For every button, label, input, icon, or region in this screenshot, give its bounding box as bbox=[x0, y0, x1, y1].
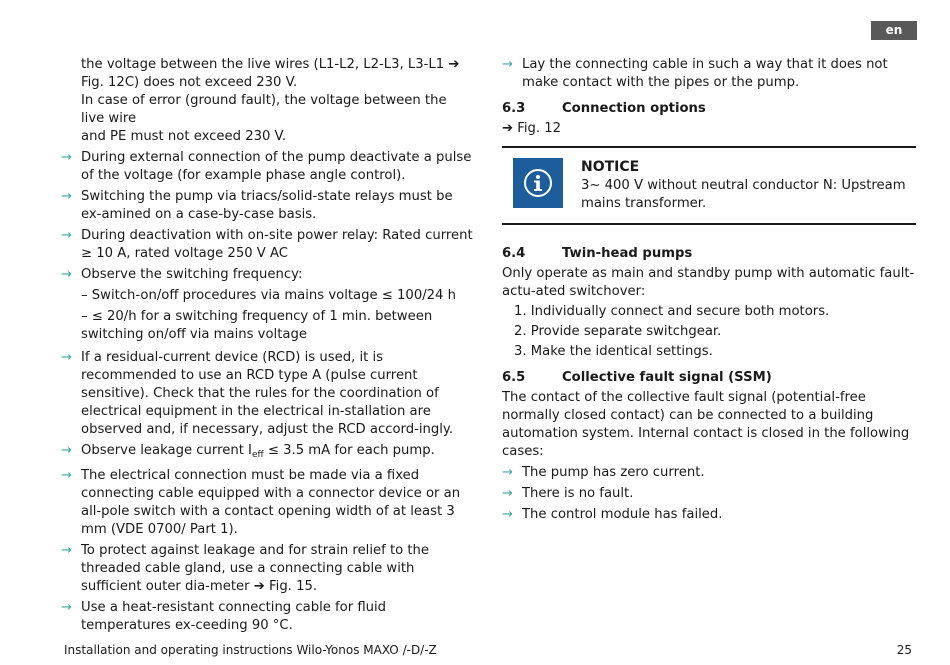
numbered-list-item: 3. Make the identical settings. bbox=[514, 344, 713, 359]
section-text: The contact of the collective fault signal (potential-free normally closed contact) can be connected to a building automation system. Internal contact is closed in the following cases: bbox=[502, 390, 910, 459]
arrow-right-icon: → bbox=[61, 267, 72, 282]
intro-line-2: Fig. 12C) does not exceed 230 V. bbox=[81, 75, 298, 90]
list-item bbox=[502, 485, 916, 503]
list-item bbox=[61, 542, 473, 596]
arrow-right-icon: → bbox=[502, 465, 513, 480]
arrow-right-icon: → bbox=[61, 189, 72, 204]
figure-reference: ➔ Fig. 12 bbox=[502, 121, 562, 136]
right-column bbox=[502, 56, 916, 527]
section-text: Only operate as main and standby pump with automatic fault-actu-ated switchover: bbox=[502, 266, 915, 299]
numbered-list-item: 2. Provide separate switchgear. bbox=[514, 324, 722, 339]
page-number: 25 bbox=[896, 643, 912, 657]
intro-line-3: In case of error (ground fault), the voltage between the live wire bbox=[81, 93, 447, 126]
list-item bbox=[61, 188, 473, 224]
intro-line-4: and PE must not exceed 230 V. bbox=[81, 129, 287, 144]
intro-line-1: the voltage between the live wires (L1-L2, L2-L3, L3-L1 ➔ bbox=[81, 57, 460, 72]
list-item-text: Observe leakage current I bbox=[81, 443, 252, 458]
arrow-right-icon: → bbox=[502, 57, 513, 72]
list-item bbox=[61, 149, 473, 185]
list-item-text: ≤ 3.5 mA for each pump. bbox=[263, 443, 435, 458]
list-item-text: During external connection of the pump deactivate a pulse of the voltage (for example phase angle control). bbox=[81, 150, 472, 183]
section-title: Twin-head pumps bbox=[562, 246, 693, 261]
list-item-text: Lay the connecting cable in such a way that it does not make contact with the pipes or the pump. bbox=[522, 57, 888, 90]
list-item bbox=[502, 464, 916, 482]
list-item bbox=[61, 467, 473, 539]
list-item bbox=[502, 56, 916, 92]
numbered-list-item: 1. Individually connect and secure both motors. bbox=[514, 304, 830, 319]
section-number: 6.4 bbox=[502, 246, 526, 261]
arrow-right-icon: → bbox=[61, 468, 72, 483]
notice-box bbox=[502, 146, 916, 225]
left-column bbox=[61, 56, 473, 638]
list-item bbox=[61, 599, 473, 635]
section-number: 6.5 bbox=[502, 370, 526, 385]
info-icon bbox=[513, 158, 563, 208]
arrow-right-icon: → bbox=[61, 600, 72, 615]
list-item bbox=[61, 442, 473, 464]
footer-title: Installation and operating instructions Wilo-Yonos MAXO /-D/-Z bbox=[64, 643, 437, 657]
list-item-text: During deactivation with on-site power relay: Rated current ≥ 10 A, rated voltage 250 V AC bbox=[81, 228, 473, 261]
list-item bbox=[61, 227, 473, 263]
notice-title: NOTICE bbox=[581, 159, 640, 175]
arrow-right-icon: → bbox=[502, 507, 513, 522]
list-item-text: The control module has failed. bbox=[522, 507, 723, 522]
list-item-text: There is no fault. bbox=[522, 486, 634, 501]
language-tag: en bbox=[871, 21, 917, 40]
section-heading-6-4 bbox=[502, 245, 916, 263]
list-item-text: The electrical connection must be made via a fixed connecting cable equipped with a connector device or an all-pole switch with a contact opening width of at least 3 mm (VDE 0700/ Part 1). bbox=[81, 468, 461, 537]
section-number: 6.3 bbox=[502, 101, 526, 116]
subscript: eff bbox=[251, 450, 264, 460]
section-heading-6-5 bbox=[502, 369, 916, 387]
list-item-text: Observe the switching frequency: bbox=[81, 267, 303, 282]
dash-item: – ≤ 20/h for a switching frequency of 1 min. between switching on/off via mains voltage bbox=[81, 309, 433, 342]
numbered-list bbox=[502, 303, 916, 361]
list-item bbox=[61, 266, 473, 284]
list-item-text: The pump has zero current. bbox=[522, 465, 705, 480]
list-item bbox=[61, 349, 473, 439]
notice-text: 3~ 400 V without neutral conductor N: Upstream mains transformer. bbox=[581, 178, 906, 211]
arrow-right-icon: → bbox=[61, 443, 72, 458]
arrow-right-icon: → bbox=[61, 228, 72, 243]
section-title: Collective fault signal (SSM) bbox=[562, 370, 772, 385]
section-heading-6-3 bbox=[502, 100, 916, 118]
arrow-right-icon: → bbox=[502, 486, 513, 501]
arrow-right-icon: → bbox=[61, 350, 72, 365]
arrow-right-icon: → bbox=[61, 150, 72, 165]
list-item-text: To protect against leakage and for strain relief to the threaded cable gland, use a connecting cable with sufficient outer dia-meter ➔ Fig. 15. bbox=[81, 543, 430, 594]
list-item bbox=[502, 506, 916, 524]
list-item-text: Switching the pump via triacs/solid-state relays must be ex-amined on a case-by-case basis. bbox=[81, 189, 453, 222]
dash-item: – Switch-on/off procedures via mains voltage ≤ 100/24 h bbox=[81, 288, 456, 303]
arrow-right-icon: → bbox=[61, 543, 72, 558]
list-item-text: Use a heat-resistant connecting cable for fluid temperatures ex-ceeding 90 °C. bbox=[81, 600, 387, 633]
list-item-text: If a residual-current device (RCD) is used, it is recommended to use an RCD type A (pulse current sensitive). Check that the rules for the coordination of electrical equipment in the electrical in-stallation are observed and, if necessary, adjust the RCD accord-ingly. bbox=[81, 350, 454, 437]
section-title: Connection options bbox=[562, 101, 706, 116]
